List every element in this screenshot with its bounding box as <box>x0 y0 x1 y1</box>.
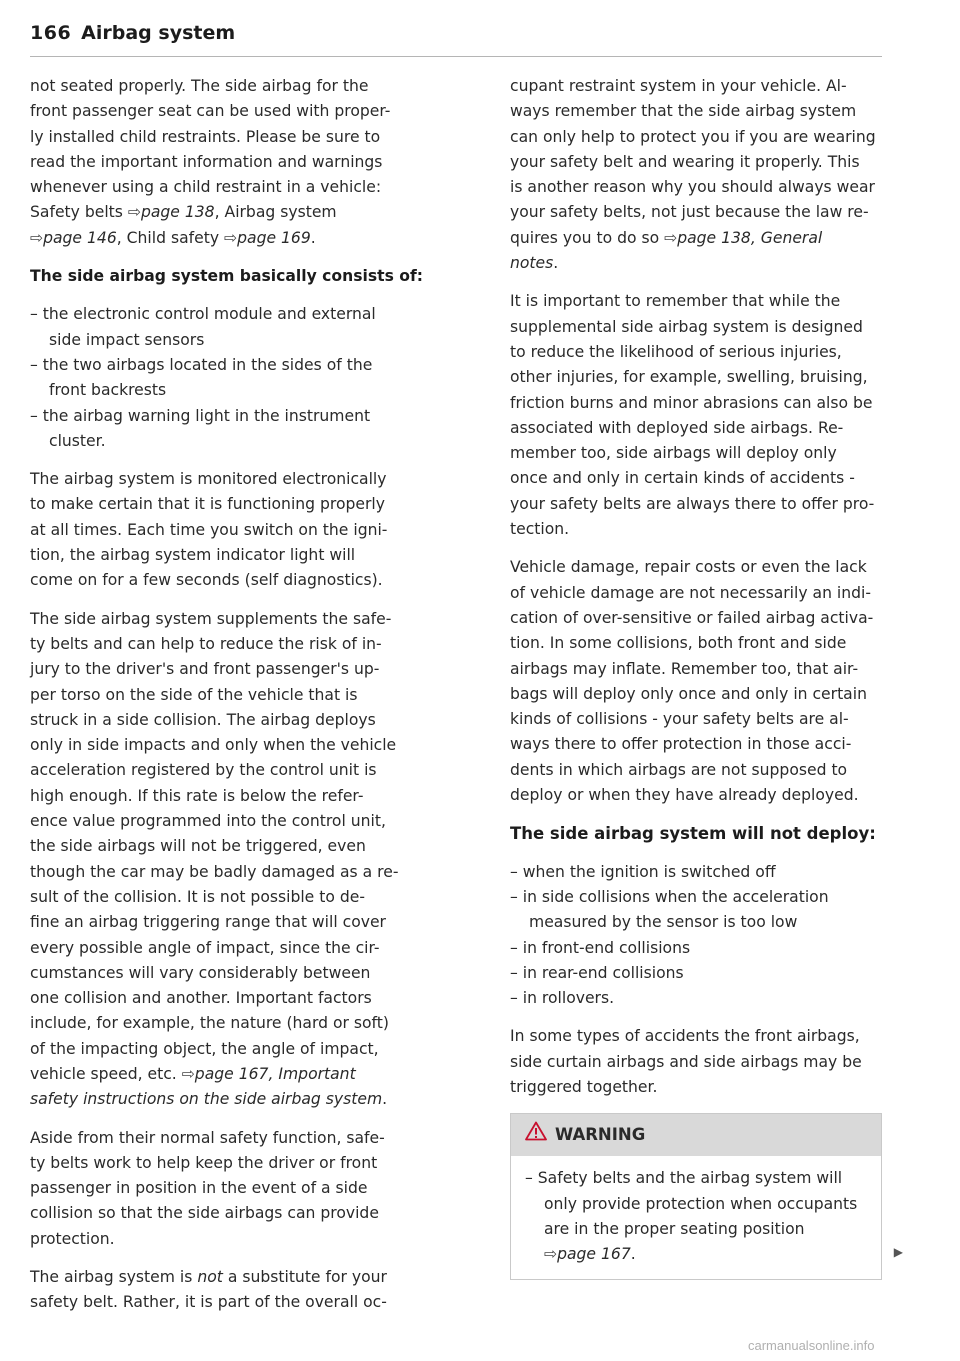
list-item: – the two airbags located in the sides of the front backrests <box>30 355 373 400</box>
arrow-right-icon: ⇨ <box>544 1245 558 1264</box>
warning-title: WARNING <box>555 1125 646 1145</box>
damage-paragraph: Vehicle damage, repair costs or even the lack of vehicle damage are not necessarily an indi- cation of over-sensitive or failed airbag activa- tion. In some collisions, both front and side airbags may inflate. Remember too, that air- bags will deploy only once and only in certain kinds of collisions - your safety belts are al- ways there to offer protection in those acci- dents in which airbags are not supposed to deploy or when they have already deployed. <box>510 558 874 805</box>
page-header <box>30 22 882 57</box>
intro-paragraph: not seated properly. The side airbag for the front passenger seat can be used with proper- ly installed child restraints. Please be sure to read the important information and warnings whenever using a child restraint in a vehicle: Safety belts ⇨page 138, Airbag system ⇨page 146, Child safety ⇨page 169. <box>30 77 391 247</box>
arrow-right-icon: ⇨ <box>664 228 678 247</box>
page-reference-link-continued[interactable]: safety instructions on the side airbag system <box>30 1090 383 1109</box>
will-not-deploy-heading: The side airbag system will not deploy: <box>510 824 876 844</box>
injuries-paragraph: It is important to remember that while the supplemental side airbag system is designed to reduce the likelihood of serious injuries, other injuries, for example, swelling, bruising, friction burns and minor abrasions can also be associated with deployed side airbags. Re- member too, side airbags will deploy only once and only in certain kinds of accidents - your safety belts are always there to offer pro- tection. <box>510 292 875 539</box>
warning-triangle-icon <box>525 1120 547 1152</box>
list-item: – in side collisions when the acceleration measured by the sensor is too low <box>510 887 829 932</box>
monitoring-paragraph: The airbag system is monitored electronically to make certain that it is functioning properly at all times. Each time you switch on the igni- tion, the airbag system indicator light will come on for a few seconds (self diagnostics). <box>30 470 388 590</box>
page-reference-link[interactable]: ⇨page 167 <box>544 1245 631 1264</box>
page-number: 166 <box>30 22 72 44</box>
left-column <box>30 74 440 1329</box>
emphasis-text: not <box>197 1268 223 1287</box>
accident-types-paragraph: In some types of accidents the front airbags, side curtain airbags and side airbags may be triggered together. <box>510 1027 862 1096</box>
list-item: – in rollovers. <box>510 989 615 1008</box>
supplements-paragraph: The side airbag system supplements the safe- ty belts and can help to reduce the risk of in- jury to the driver's and front passenger's up- per torso on the side of the vehicle that is struck in a side collision. The airbag deploys only in side impacts and only when the vehicle acceleration registered by the control unit is high enough. If this rate is below the refer- ence value programmed into the control unit, the side airbags will not be triggered, even though the car may be badly damaged as a re- sult of the collision. It is not possible to de- fine an airbag triggering range that will cover every possible angle of impact, since the cir- cumstances will vary considerably between one collision and another. Important factors include, for example, the nature (hard or soft) of the impacting object, the angle of impact, vehicle speed, etc. ⇨page 167, Important safety instructions on the side airbag system. <box>30 609 399 1109</box>
page-reference-link[interactable]: ⇨page 146 <box>30 228 117 247</box>
page-reference-link[interactable]: ⇨page 138 <box>127 203 215 222</box>
continue-arrow-icon: ▶ <box>893 1245 903 1260</box>
page-reference-link-continued[interactable]: notes <box>510 254 554 273</box>
right-column <box>510 74 903 1280</box>
components-list <box>30 302 440 454</box>
list-item: – the airbag warning light in the instrument cluster. <box>30 406 371 450</box>
page-reference-link[interactable]: ⇨page 169 <box>224 228 311 247</box>
page-reference-link[interactable]: ⇨page 167, Important <box>181 1064 356 1083</box>
warning-body: – Safety belts and the airbag system will only provide protection when occupants are in the proper seating position ⇨page 167. ▶ <box>511 1156 881 1279</box>
section-title: Airbag system <box>81 22 236 44</box>
substitute-paragraph: The airbag system is not a substitute for your safety belt. Rather, it is part of the overall oc- <box>30 1268 387 1312</box>
page-reference-link[interactable]: ⇨page 138, General <box>664 228 823 247</box>
arrow-right-icon: ⇨ <box>127 203 141 222</box>
warning-box <box>510 1113 903 1280</box>
watermark-text: carmanualsonline.info <box>748 1338 875 1353</box>
list-item: – the electronic control module and external side impact sensors <box>30 305 376 349</box>
list-item: – in rear-end collisions <box>510 963 684 982</box>
warning-header <box>511 1114 881 1156</box>
will-not-deploy-list <box>510 860 882 1012</box>
arrow-right-icon: ⇨ <box>224 228 238 247</box>
restraint-paragraph: cupant restraint system in your vehicle. Al- ways remember that the side airbag system can only help to protect you if you are wearing your safety belt and wearing it properly. This is another reason why you should always wear your safety belts, not just because the law re- quires you to do so ⇨page 138, General notes. <box>510 77 876 273</box>
list-item: – when the ignition is switched off <box>510 862 776 881</box>
arrow-right-icon: ⇨ <box>30 228 44 247</box>
components-heading: The side airbag system basically consists of: <box>30 267 424 286</box>
list-item: – in front-end collisions <box>510 938 691 957</box>
arrow-right-icon: ⇨ <box>181 1064 195 1083</box>
safety-belt-paragraph: Aside from their normal safety function, safe- ty belts work to help keep the driver or front passenger in position in the event of a side collision so that the side airbags can provide protection. <box>30 1128 385 1248</box>
